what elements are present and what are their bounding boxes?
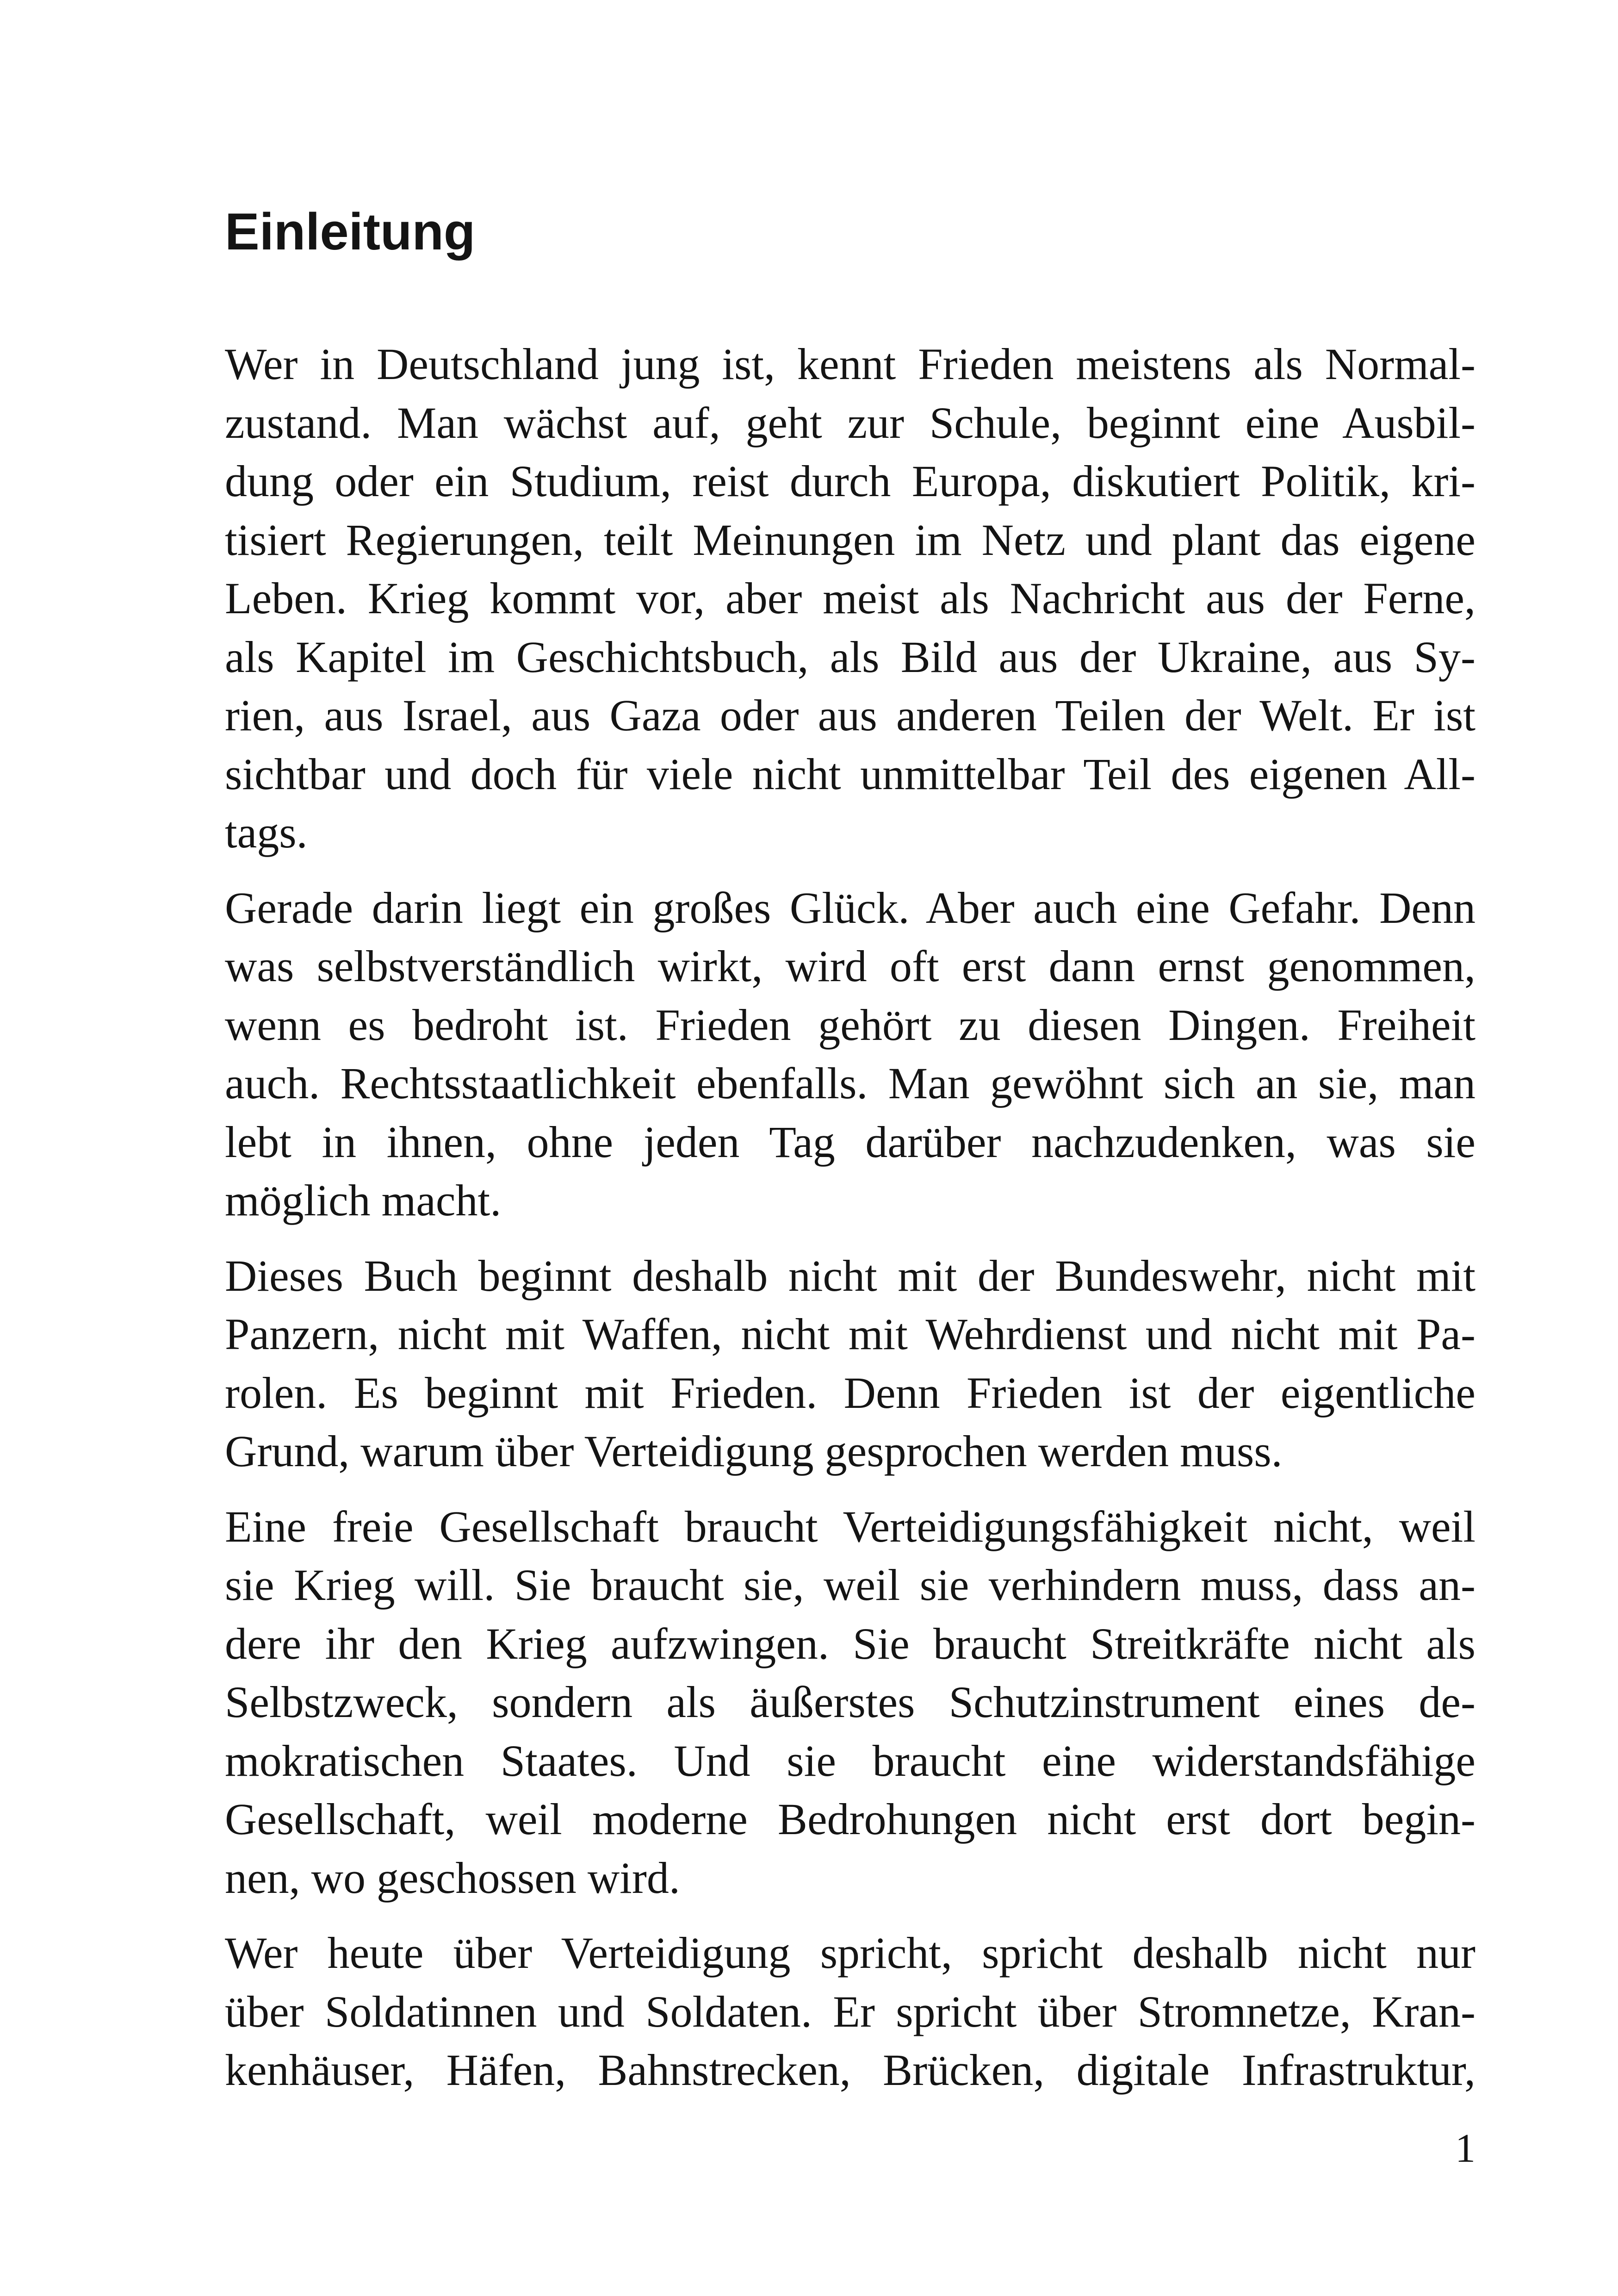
text-line: auch. Rechtsstaatlichkeit ebenfalls. Man gewöhnt sich an sie, man — [225, 1058, 1475, 1108]
page-heading: Einleitung — [225, 203, 476, 261]
paragraph-5 — [225, 1924, 1475, 2100]
paragraph-2 — [225, 879, 1475, 1230]
text-line: sie Krieg will. Sie braucht sie, weil sie verhindern muss, dass an- — [225, 1560, 1475, 1610]
text-line: möglich macht. — [225, 1176, 502, 1225]
text-line: lebt in ihnen, ohne jeden Tag darüber nachzudenken, was sie — [225, 1117, 1475, 1167]
text-line: tisiert Regierungen, teilt Meinungen im Netz und plant das eigene — [225, 515, 1475, 565]
text-line: was selbstverständlich wirkt, wird oft erst dann ernst genommen, — [225, 941, 1475, 991]
text-line: Gesellschaft, weil moderne Bedrohungen nicht erst dort begin- — [225, 1794, 1475, 1844]
text-line: rien, aus Israel, aus Gaza oder aus anderen Teilen der Welt. Er ist — [225, 691, 1475, 740]
text-line: als Kapitel im Geschichtsbuch, als Bild aus der Ukraine, aus Sy- — [225, 632, 1475, 682]
text-line: Wer heute über Verteidigung spricht, spricht deshalb nicht nur — [225, 1928, 1475, 1978]
text-line: tags. — [225, 808, 308, 857]
text-line: rolen. Es beginnt mit Frieden. Denn Frieden ist der eigentliche — [225, 1368, 1475, 1418]
text-line: Eine freie Gesellschaft braucht Verteidigungsfähigkeit nicht, weil — [225, 1501, 1475, 1551]
paragraph-3 — [225, 1247, 1475, 1481]
text-line: über Soldatinnen und Soldaten. Er spricht über Stromnetze, Kran- — [225, 1986, 1475, 2036]
text-line: dere ihr den Krieg aufzwingen. Sie braucht Streitkräfte nicht als — [225, 1618, 1475, 1668]
text-line: Dieses Buch beginnt deshalb nicht mit der Bundeswehr, nicht mit — [225, 1251, 1475, 1300]
page-number: 1 — [1455, 2126, 1475, 2171]
text-line: zustand. Man wächst auf, geht zur Schule, beginnt eine Ausbil- — [225, 398, 1475, 448]
text-line: Gerade darin liegt ein großes Glück. Aber auch eine Gefahr. Denn — [225, 883, 1475, 933]
text-line: dung oder ein Studium, reist durch Europa, diskutiert Politik, kri- — [225, 456, 1475, 506]
text-line: wenn es bedroht ist. Frieden gehört zu diesen Dingen. Freiheit — [225, 1000, 1475, 1050]
text-line: nen, wo geschossen wird. — [225, 1853, 680, 1903]
text-line: mokratischen Staates. Und sie braucht eine widerstandsfähige — [225, 1736, 1475, 1786]
text-line: Wer in Deutschland jung ist, kennt Frieden meistens als Normal- — [225, 339, 1475, 389]
text-line: Leben. Krieg kommt vor, aber meist als Nachricht aus der Ferne, — [225, 573, 1475, 623]
text-line: Panzern, nicht mit Waffen, nicht mit Wehrdienst und nicht mit Pa- — [225, 1309, 1475, 1359]
text-line: Grund, warum über Verteidigung gesprochen werden muss. — [225, 1426, 1283, 1476]
text-line: Selbstzweck, sondern als äußerstes Schutzinstrument eines de- — [225, 1677, 1475, 1727]
text-line: sichtbar und doch für viele nicht unmittelbar Teil des eigenen All- — [225, 749, 1475, 799]
paragraph-1 — [225, 335, 1475, 862]
paragraph-4 — [225, 1498, 1475, 1908]
body-text — [225, 335, 1475, 2116]
text-line: kenhäuser, Häfen, Bahnstrecken, Brücken, digitale Infrastruktur, — [225, 2045, 1475, 2095]
